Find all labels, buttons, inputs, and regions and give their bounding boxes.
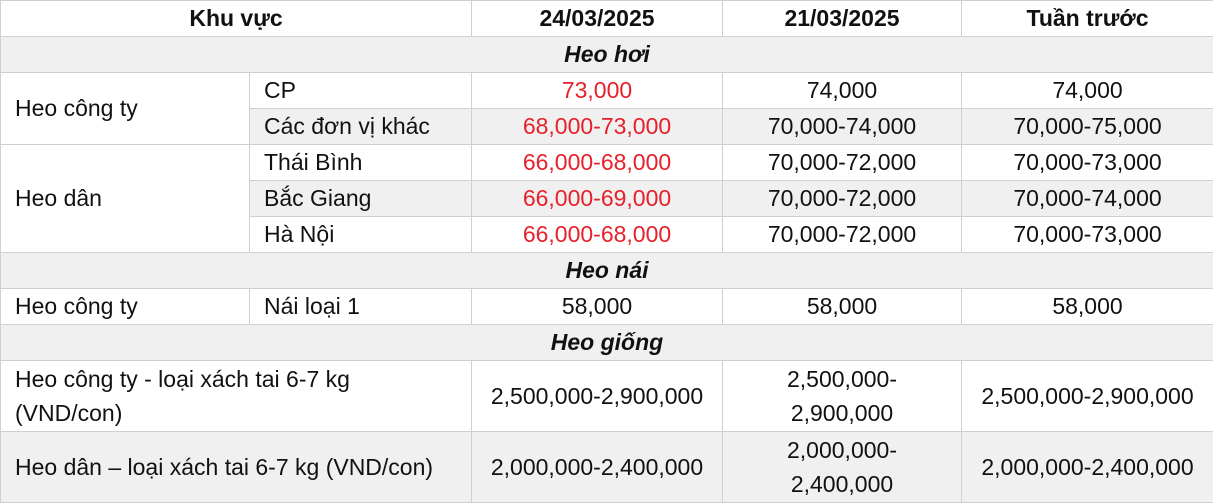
table-row — [1, 289, 1213, 325]
sub-label: Bắc Giang — [250, 181, 472, 217]
price-previous-day: 70,000-74,000 — [723, 109, 962, 145]
sub-label: CP — [250, 73, 472, 109]
breed-label-line-2: (VND/con) — [15, 400, 122, 426]
price-previous-week: 74,000 — [962, 73, 1213, 109]
price-previous-week: 70,000-73,000 — [962, 217, 1213, 253]
sub-label: Thái Bình — [250, 145, 472, 181]
group-label: Heo công ty — [1, 73, 250, 145]
price-previous-week: 70,000-75,000 — [962, 109, 1213, 145]
price-previous-week: 58,000 — [962, 289, 1213, 325]
sub-label: Hà Nội — [250, 217, 472, 253]
group-label: Heo dân — [1, 145, 250, 253]
header-date-1: 24/03/2025 — [472, 1, 723, 37]
breed-label-line-1: Heo công ty - loại xách tai 6-7 kg — [15, 366, 350, 392]
price-previous-day — [723, 361, 962, 432]
price-previous-day: 70,000-72,000 — [723, 145, 962, 181]
price-previous-week: 70,000-74,000 — [962, 181, 1213, 217]
sub-label: Nái loại 1 — [250, 289, 472, 325]
table-row — [1, 145, 1213, 181]
sub-label: Các đơn vị khác — [250, 109, 472, 145]
price-previous-day: 70,000-72,000 — [723, 217, 962, 253]
price-previous-day — [723, 432, 962, 503]
table-row — [1, 361, 1213, 432]
price-current: 66,000-69,000 — [472, 181, 723, 217]
price-current: 58,000 — [472, 289, 723, 325]
price-current: 66,000-68,000 — [472, 145, 723, 181]
price-current: 2,500,000-2,900,000 — [472, 361, 723, 432]
price-current: 68,000-73,000 — [472, 109, 723, 145]
price-line-1: 2,500,000- — [787, 366, 897, 392]
price-previous-week: 2,500,000-2,900,000 — [962, 361, 1213, 432]
price-previous-week: 70,000-73,000 — [962, 145, 1213, 181]
price-current: 66,000-68,000 — [472, 217, 723, 253]
section-live-pig: Heo hơi — [1, 37, 1213, 73]
price-current: 73,000 — [472, 73, 723, 109]
price-line-2: 2,900,000 — [791, 400, 893, 426]
price-line-2: 2,400,000 — [791, 471, 893, 497]
price-previous-day: 58,000 — [723, 289, 962, 325]
section-row — [1, 253, 1213, 289]
price-line-1: 2,000,000- — [787, 437, 897, 463]
price-previous-day: 70,000-72,000 — [723, 181, 962, 217]
section-row — [1, 37, 1213, 73]
header-area: Khu vực — [1, 1, 472, 37]
section-sow: Heo nái — [1, 253, 1213, 289]
breed-label: Heo dân – loại xách tai 6-7 kg (VND/con) — [1, 432, 472, 503]
breed-label — [1, 361, 472, 432]
price-current: 2,000,000-2,400,000 — [472, 432, 723, 503]
section-row — [1, 325, 1213, 361]
header-previous-week: Tuần trước — [962, 1, 1213, 37]
header-date-2: 21/03/2025 — [723, 1, 962, 37]
group-label: Heo công ty — [1, 289, 250, 325]
price-previous-week: 2,000,000-2,400,000 — [962, 432, 1213, 503]
header-row — [1, 1, 1213, 37]
price-previous-day: 74,000 — [723, 73, 962, 109]
table-row — [1, 73, 1213, 109]
table-row — [1, 432, 1213, 503]
section-breeding: Heo giống — [1, 325, 1213, 361]
